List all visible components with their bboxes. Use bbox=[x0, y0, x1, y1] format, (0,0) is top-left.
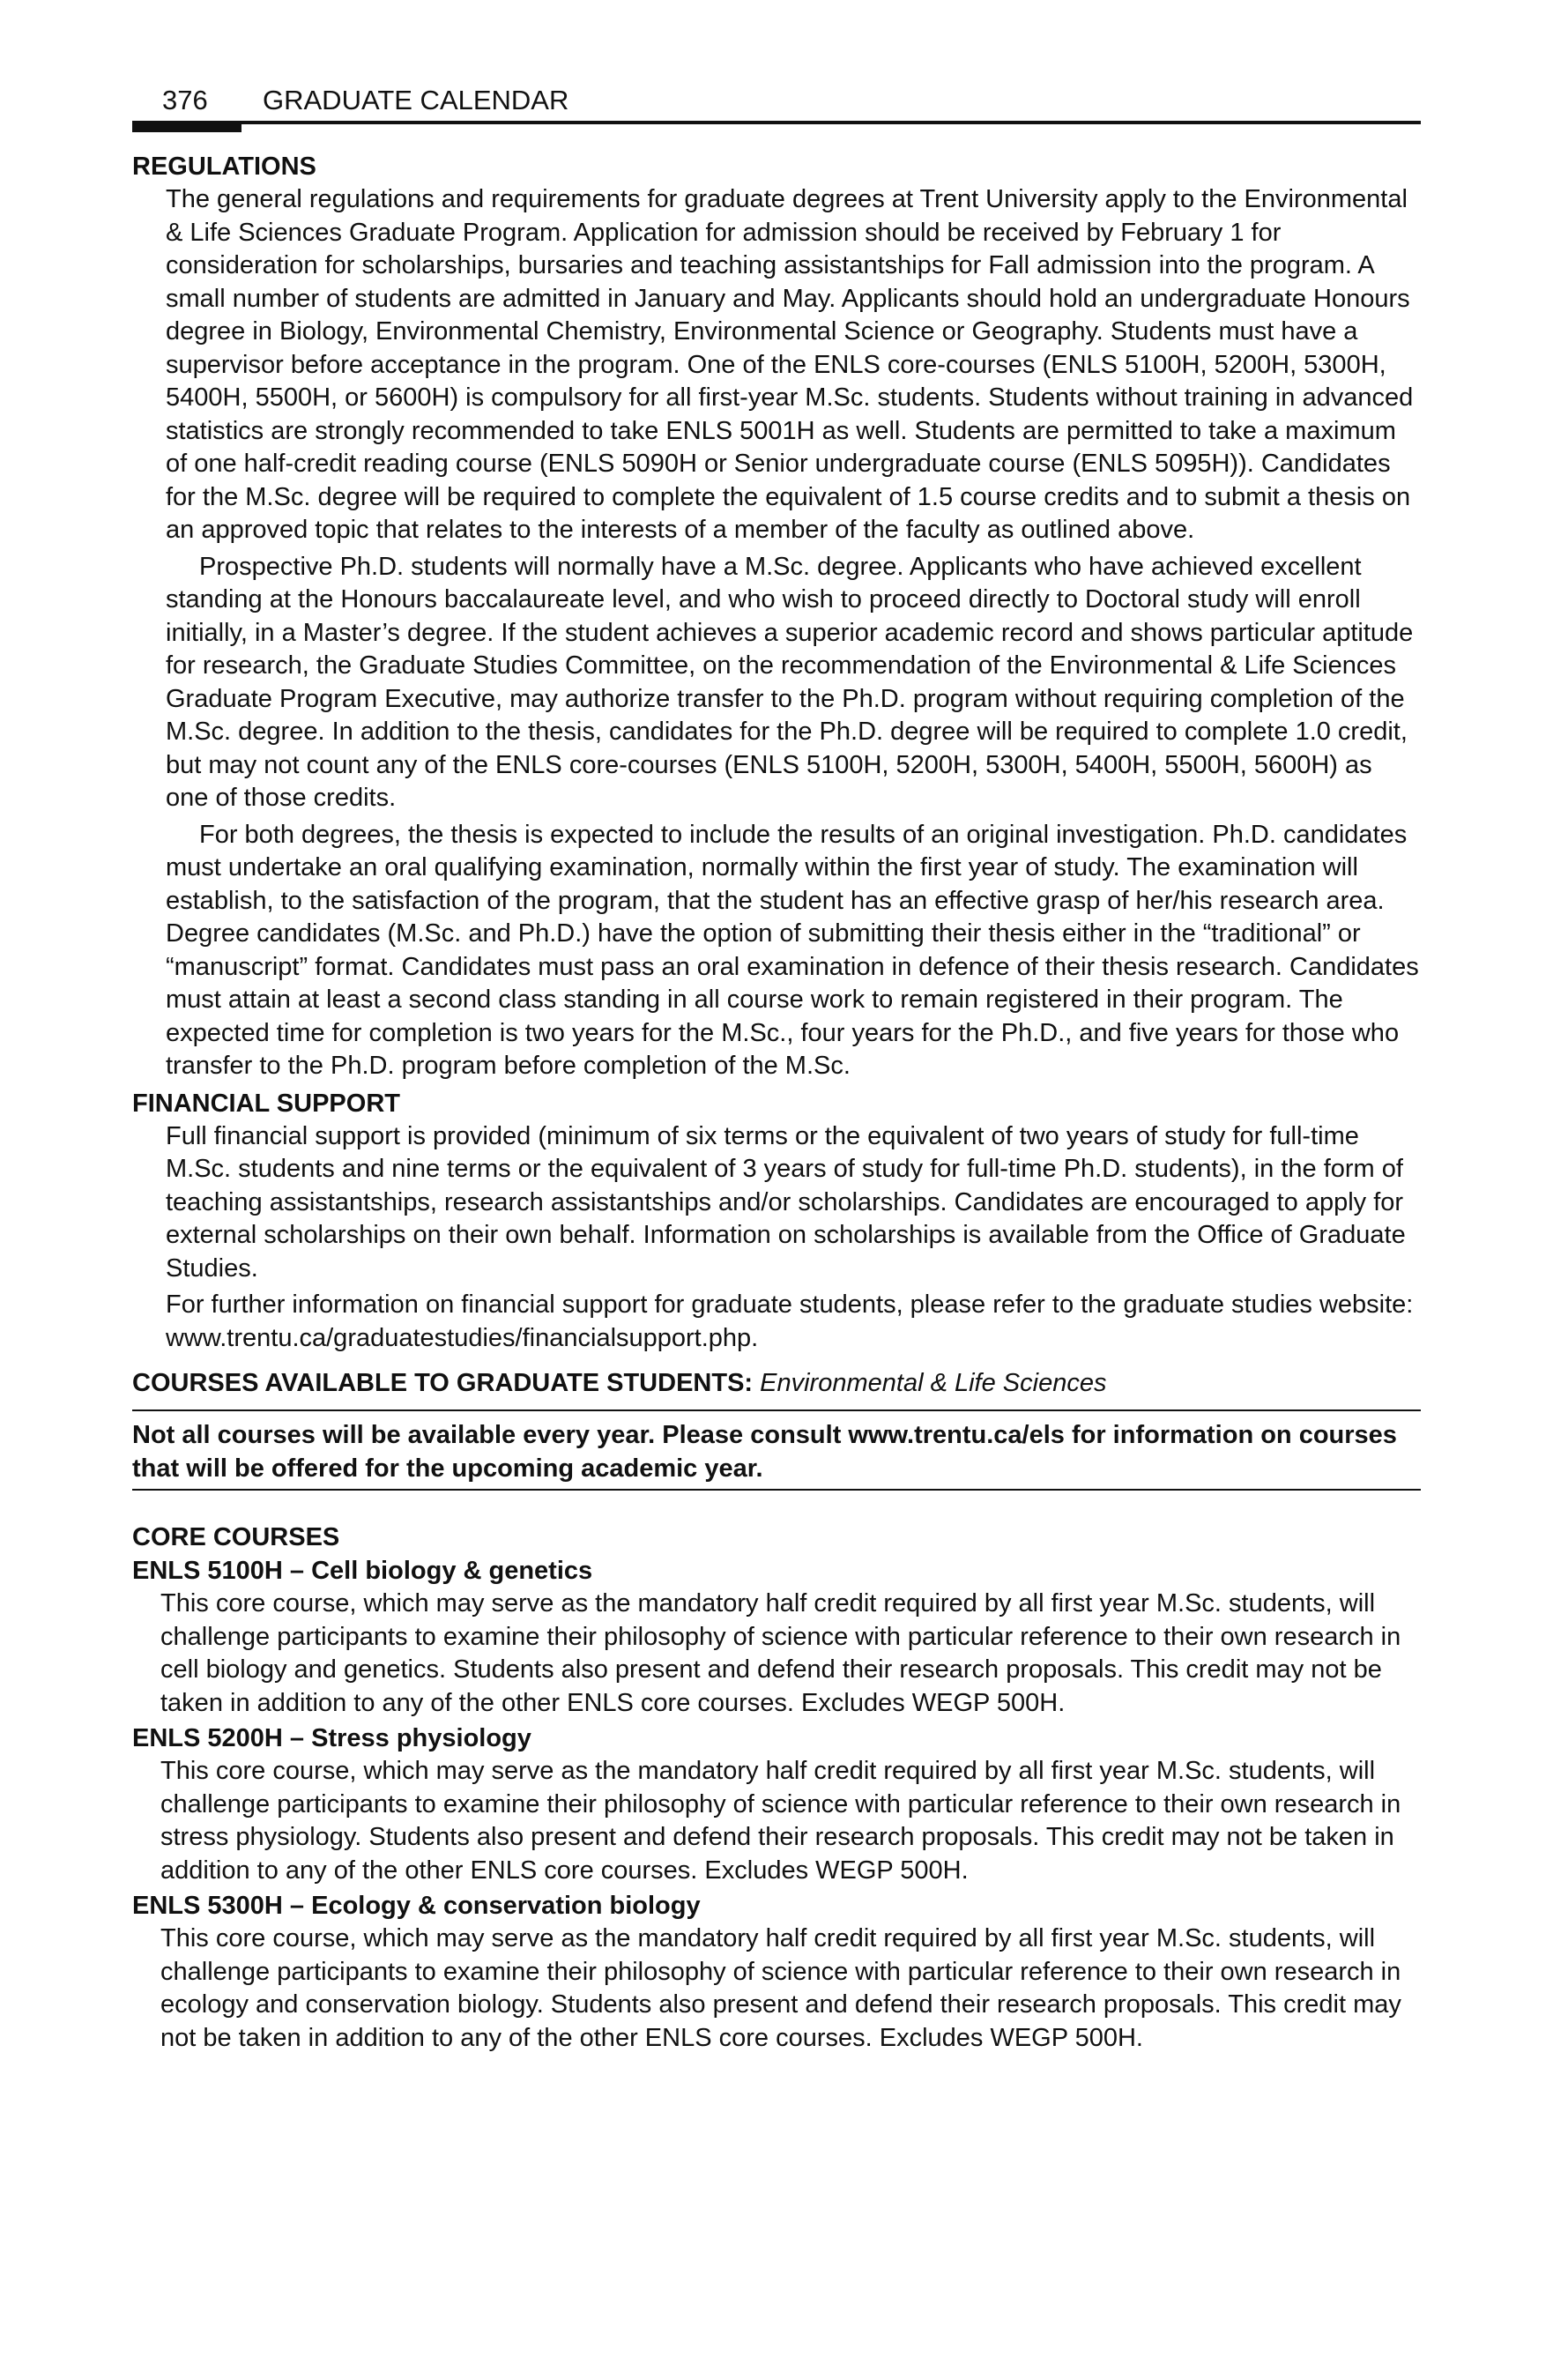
availability-notice: Not all courses will be available every year. Please consult www.trentu.ca/els for information on courses that will be offered for the upcoming academic year. bbox=[132, 1409, 1421, 1491]
courses-available-subject: Environmental & Life Sciences bbox=[760, 1369, 1107, 1397]
regulations-paragraph-1: The general regulations and requirements for graduate degrees at Trent University apply to the Environmental & Life Sciences Graduate Program. Application for admission should be received by February 1 for consideration for scholarships, bursaries and teaching assistantships for Fall admission into the program. A small number of students are admitted in January and May. Applicants should hold an undergraduate Honours degree in Biology, Environmental Chemistry, Environmental Science or Geography. Students must have a supervisor before acceptance in the program. One of the ENLS core-courses (ENLS 5100H, 5200H, 5300H, 5400H, 5500H, or 5600H) is compulsory for all first-year M.Sc. students. Students without training in advanced statistics are strongly recommended to take ENLS 5001H as well. Students are permitted to take a maximum of one half-credit reading course (ENLS 5090H or Senior undergraduate course (ENLS 5095H)). Candidates for the M.Sc. degree will be required to complete the equivalent of 1.5 course credits and to submit a thesis on an approved topic that relates to the interests of a member of the faculty as outlined above. bbox=[166, 185, 1414, 544]
page-number: 376 bbox=[162, 85, 208, 115]
course-entry bbox=[132, 1554, 1421, 1720]
core-courses-heading: CORE COURSES bbox=[132, 1523, 340, 1551]
course-description: This core course, which may serve as the mandatory half credit required by all first year M.Sc. students, will challenge participants to examine their philosophy of science with particular reference to their own research in stress physiology. Students also present and defend their research proposals. This credit may not be taken in addition to any of the other ENLS core courses. Excludes WEGP 500H. bbox=[160, 1757, 1401, 1885]
page-content bbox=[132, 150, 1421, 2056]
financial-paragraph-1: Full financial support is provided (minimum of six terms or the equivalent of two years of study for full-time M.Sc. students and nine terms or the equivalent of 3 years of study for full-time Ph.D. students), in the form of teaching assistantships, research assistantships and/or scholarships. Candidates are encouraged to apply for external scholarships on their own behalf. Information on scholarships is available from the Office of Graduate Studies. bbox=[166, 1121, 1406, 1283]
header-tab-bar bbox=[132, 121, 241, 132]
financial-paragraph-2: For further information on financial support for graduate students, please refer to the graduate studies website: www.trentu.ca/graduatestudies/financialsupport.php. bbox=[166, 1290, 1414, 1352]
financial-support-heading: FINANCIAL SUPPORT bbox=[132, 1089, 400, 1118]
header-rule bbox=[132, 121, 1421, 124]
course-description: This core course, which may serve as the mandatory half credit required by all first year M.Sc. students, will challenge participants to examine their philosophy of science with particular reference to their own research in ecology and conservation biology. Students also present and defend their research proposals. This credit may not be taken in addition to any of the other ENLS core courses. Excludes WEGP 500H. bbox=[160, 1924, 1401, 2052]
course-description: This core course, which may serve as the mandatory half credit required by all first year M.Sc. students, will challenge participants to examine their philosophy of science with particular reference to their own research in cell biology and genetics. Students also present and defend their research proposals. This credit may not be taken in addition to any of the other ENLS core courses. Excludes WEGP 500H. bbox=[160, 1589, 1401, 1717]
courses-available-label: COURSES AVAILABLE TO GRADUATE STUDENTS: bbox=[132, 1369, 754, 1397]
regulations-paragraph-3: For both degrees, the thesis is expected to include the results of an original investigation. Ph.D. candidates must undertake an oral qualifying examination, normally within the first year of study. The examination will establish, to the satisfaction of the program, that the student has an effective grasp of her/his research area. Degree candidates (M.Sc. and Ph.D.) have the option of submitting their thesis either in the “traditional” or “manuscript” format. Candidates must pass an oral examination in defence of their thesis research. Candidates must attain at least a second class standing in all course work to remain registered in their program. The expected time for completion is two years for the M.Sc., four years for the Ph.D., and five years for those who transfer to the Ph.D. program before completion of the M.Sc. bbox=[166, 820, 1419, 1080]
courses-available-heading bbox=[132, 1365, 1421, 1401]
course-title: ENLS 5200H – Stress physiology bbox=[132, 1724, 531, 1752]
course-title: ENLS 5100H – Cell biology & genetics bbox=[132, 1557, 593, 1585]
regulations-heading: REGULATIONS bbox=[132, 152, 316, 181]
course-entry bbox=[132, 1722, 1421, 1887]
course-entry bbox=[132, 1889, 1421, 2055]
page-header bbox=[132, 85, 1421, 129]
regulations-paragraph-2: Prospective Ph.D. students will normally have a M.Sc. degree. Applicants who have achieved excellent standing at the Honours baccalaureate level, and who wish to proceed directly to Doctoral study will enroll initially, in a Master’s degree. If the student achieves a superior academic record and shows particular aptitude for research, the Graduate Studies Committee, on the recommendation of the Environmental & Life Sciences Graduate Program Executive, may authorize transfer to the Ph.D. program without requiring completion of the M.Sc. degree. In addition to the thesis, candidates for the Ph.D. degree will be required to complete 1.0 credit, but may not count any of the ENLS core-courses (ENLS 5100H, 5200H, 5300H, 5400H, 5500H, 5600H) as one of those credits. bbox=[166, 552, 1414, 812]
running-title: GRADUATE CALENDAR bbox=[263, 85, 569, 115]
course-title: ENLS 5300H – Ecology & conservation biology bbox=[132, 1892, 701, 1920]
